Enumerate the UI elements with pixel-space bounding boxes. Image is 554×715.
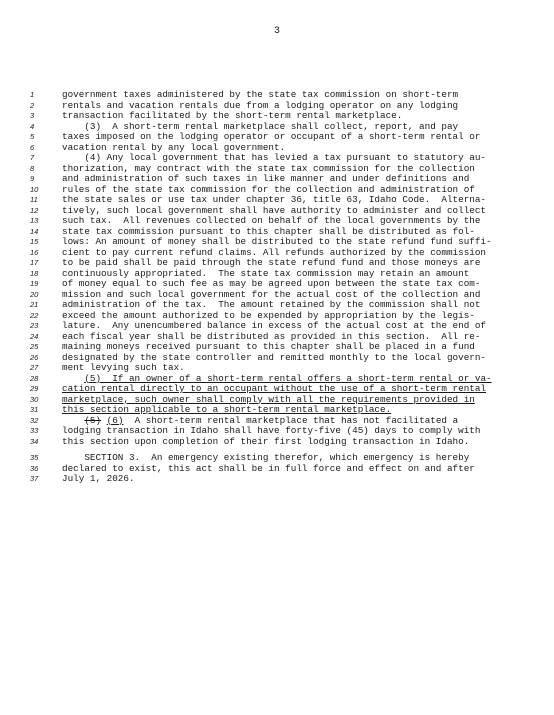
- line-text: [62, 474, 502, 485]
- line-number: 29: [30, 384, 39, 393]
- text-segment: thorization, may contract with the state tax commission for the collection: [62, 162, 475, 174]
- text-segment: exceed the amount authorized to be expended by appropriation by the legis-: [62, 309, 475, 321]
- text-segment: of money equal to such fee as may be agreed upon between the state tax com-: [62, 278, 481, 289]
- inserted-text: marketplace, such owner shall comply with all the requirements provided in: [62, 393, 475, 405]
- line-number: 21: [30, 300, 39, 309]
- line-number: 34: [30, 436, 39, 446]
- text-line: [0, 474, 554, 485]
- line-text: [62, 437, 502, 448]
- line-number: 22: [30, 310, 39, 320]
- line-number: 10: [30, 184, 39, 194]
- line-number: 35: [30, 453, 39, 462]
- text-segment: this section upon completion of their first lodging transaction in Idaho.: [62, 435, 470, 447]
- text-segment: to be paid shall be paid through the state refund fund and those moneys are: [62, 257, 481, 268]
- line-number: 28: [30, 373, 39, 383]
- text-segment: July 1, 2026.: [62, 473, 135, 484]
- text-segment: A short-term rental marketplace that has not facilitated a: [123, 414, 459, 426]
- text-segment: SECTION 3. An emergency existing therefor, which emergency is hereby: [62, 452, 470, 463]
- inserted-text: (5) If an owner of a short-term rental offers a short-term rental or va-: [84, 372, 492, 384]
- line-number: 11: [30, 195, 38, 204]
- text-segment: lodging transaction in Idaho shall have forty-five (45) days to comply with: [62, 425, 481, 436]
- line-number: 31: [30, 405, 39, 414]
- deleted-text: (5): [84, 414, 102, 426]
- bill-text-body: [0, 90, 554, 485]
- line-number: 25: [30, 342, 39, 351]
- line-number: 18: [30, 268, 39, 278]
- text-segment: [62, 373, 84, 384]
- text-segment: mission and such local government for the actual cost of the collection and: [62, 288, 481, 300]
- text-segment: vacation rental by any local government.: [62, 141, 286, 153]
- text-segment: the state sales or use tax under chapter 36, title 63, Idaho Code. Alterna-: [62, 194, 487, 205]
- text-segment: transaction facilitated by the short-term rental marketplace.: [62, 110, 403, 121]
- text-segment: lows: An amount of money shall be distributed to the state refund fund suffi-: [62, 236, 492, 247]
- line-number: 13: [30, 216, 39, 225]
- text-line: [0, 437, 554, 448]
- text-segment: cient to pay current refund claims. All refunds authorized by the commission: [62, 246, 487, 258]
- text-segment: government taxes administered by the state tax commission on short-term: [62, 89, 459, 100]
- line-number: 2: [30, 100, 35, 110]
- line-number: 32: [30, 415, 39, 425]
- line-number: 37: [30, 474, 39, 483]
- text-segment: declared to exist, this act shall be in full force and effect on and after: [62, 462, 475, 474]
- inserted-text: (6): [106, 414, 124, 426]
- line-number: 36: [30, 463, 39, 473]
- line-number: 6: [30, 142, 35, 152]
- text-segment: [62, 415, 84, 426]
- line-number: 30: [30, 394, 39, 404]
- text-segment: and administration of such taxes in like manner and under definitions and: [62, 173, 470, 184]
- text-segment: state tax commission pursuant to this chapter shall be distributed as fol-: [62, 225, 475, 237]
- line-number: 16: [30, 247, 39, 257]
- line-number: 17: [30, 258, 39, 267]
- line-number: 19: [30, 279, 39, 288]
- line-number: 12: [30, 205, 39, 215]
- line-number: 9: [30, 174, 35, 183]
- text-segment: (4) Any local government that has levied a tax pursuant to statutory au-: [62, 152, 487, 163]
- text-segment: each fiscal year shall be distributed as provided in this section. All re-: [62, 330, 481, 342]
- text-segment: taxes imposed on the lodging operator or occupant of a short-term rental or: [62, 131, 481, 142]
- text-segment: (3) A short-term rental marketplace shall collect, report, and pay: [62, 120, 459, 132]
- text-segment: lature. Any unencumbered balance in excess of the actual cost at the end of: [62, 320, 487, 331]
- line-number: 23: [30, 321, 39, 330]
- text-segment: such tax. All revenues collected on behalf of the local governments by the: [62, 215, 481, 226]
- line-number: 33: [30, 426, 39, 435]
- text-segment: rules of the state tax commission for the collection and administration of: [62, 183, 475, 195]
- text-segment: designated by the state controller and remitted monthly to the local govern-: [62, 351, 487, 363]
- line-number: 5: [30, 132, 35, 141]
- text-segment: tively, such local government shall have authority to administer and collect: [62, 204, 487, 216]
- line-number: 1: [30, 90, 35, 99]
- page-number: 3: [273, 26, 280, 37]
- line-number: 4: [30, 121, 35, 131]
- text-segment: administration of the tax. The amount retained by the commission shall not: [62, 299, 481, 310]
- inserted-text: cation rental directly to an occupant without the use of a short-term rental: [62, 383, 487, 394]
- line-number: 8: [30, 163, 35, 173]
- text-segment: maining moneys received pursuant to this chapter shall be placed in a fund: [62, 341, 475, 352]
- line-number: 26: [30, 352, 39, 362]
- line-number: 3: [30, 111, 35, 120]
- line-number: 20: [30, 289, 39, 299]
- line-number: 24: [30, 331, 39, 341]
- text-segment: rentals and vacation rentals due from a lodging operator on any lodging: [62, 99, 459, 111]
- inserted-text: this section applicable to a short-term rental marketplace.: [62, 404, 392, 415]
- text-segment: ment levying such tax.: [62, 362, 185, 373]
- line-number: 7: [30, 153, 35, 162]
- line-number: 15: [30, 237, 39, 246]
- line-number: 27: [30, 363, 39, 372]
- text-segment: continuously appropriated. The state tax commission may retain an amount: [62, 267, 470, 279]
- line-number: 14: [30, 226, 39, 236]
